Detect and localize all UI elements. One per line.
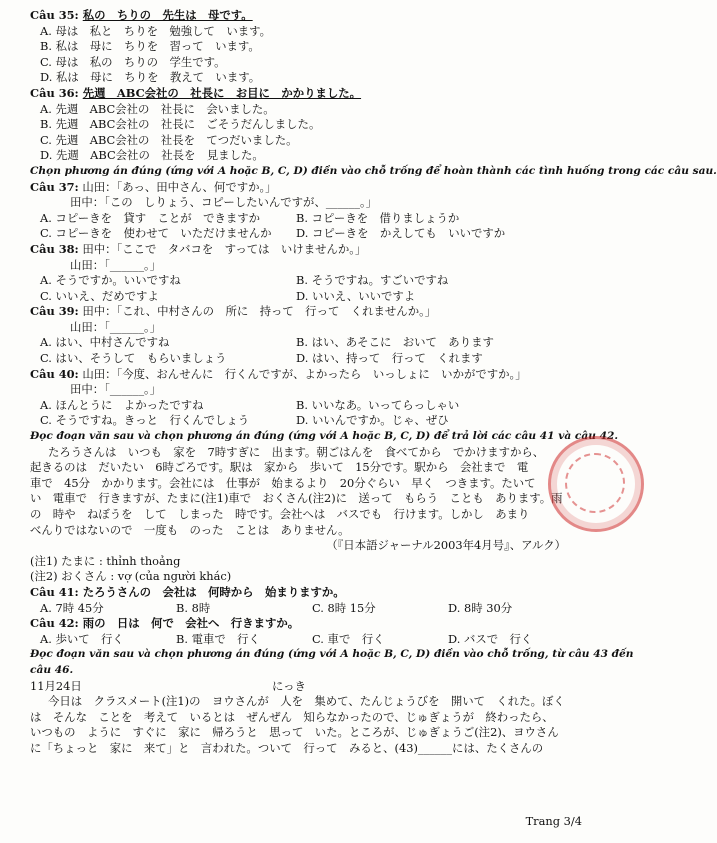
q42-option-b: B. 電車で 行く: [176, 631, 260, 646]
q39-option-b: B. はい、あそこに おいて あります: [296, 335, 494, 350]
q42-option-c: C. 車で 行く: [312, 631, 385, 646]
diary-date: 11月24日: [30, 678, 82, 693]
q36-option-a: A. 先週 ABC会社の 社長に 会いました。: [40, 101, 275, 116]
q41-option-c: C. 8時 15分: [312, 600, 376, 615]
question-42: Câu 42: 雨の 日は 何で 会社へ 行きますか。: [30, 616, 300, 631]
q42-option-a: A. 歩いて 行く: [40, 631, 124, 646]
q37-option-b: B. コピーきを 借りましょうか: [296, 210, 460, 225]
passage-1-line: べんりではないので 一度も のった ことは ありません。: [30, 522, 350, 537]
q39-option-a: A. はい、中村さんですね: [40, 335, 170, 350]
q40-option-b: B. いいなあ。いってらっしゃい: [296, 397, 460, 412]
q41-option-d: D. 8時 30分: [448, 600, 513, 615]
q42-option-d: D. バスで 行く: [448, 631, 533, 646]
passage-1-line: たろうさんは いつも 家を 7時すぎに 出ます。朝ごはんを 食べてから でかけますから、: [48, 444, 545, 459]
exam-page: [30, 8, 717, 757]
q39-line2: 山田：「______。」: [70, 319, 162, 334]
red-seal-stamp: [548, 436, 644, 532]
page-number: Trang 3/4: [525, 813, 582, 828]
q40-option-a: A. ほんとうに よかったですね: [40, 397, 204, 412]
q37-option-c: C. コピーきを 使わせて いただけませんか: [40, 226, 272, 241]
passage-1-line: 起きるのは だいたい 6時ごろです。駅は 家から 歩いて 15分です。駅から 会社まで 電: [30, 460, 529, 475]
q36-option-b: B. 先週 ABC会社の 社長に ごそうだんしました。: [40, 117, 321, 132]
q37-line2: 田中：「この しりょう、コピーしたいんですが、______。」: [70, 195, 378, 210]
instruction-reading-2: Đọc đoạn văn sau và chọn phương án đúng (ứng với A hoặc B, C, D) điền vào chỗ trống, từ câu 43 đến: [30, 648, 634, 661]
q35-option-d: D. 私は 母に ちりを 教えて います。: [40, 70, 261, 85]
q38-option-c: C. いいえ、だめですよ: [40, 288, 159, 303]
passage-source: （『日本語ジャーナル2003年4月号』、アルク）: [326, 538, 566, 553]
q39-option-c: C. はい、そうして もらいましょう: [40, 351, 227, 366]
diary-line: いつもの ように すぐに 家に 帰ろうと 思って いた。ところが、じゅぎょうご(注2)、ヨウさん: [30, 725, 559, 740]
diary-title: にっき: [272, 678, 306, 693]
q38-option-d: D. いいえ、いいですよ: [296, 288, 416, 303]
q40-line1: 山田：「今度、おんせんに 行くんですが、よかったら いっしょに いかがですか。」: [82, 366, 527, 381]
q37-option-d: D. コピーきを かえしても いいですか: [296, 226, 506, 241]
q36-option-c: C. 先週 ABC会社の 社長を てつだいました。: [40, 132, 298, 147]
passage-1-line: 車で 45分 かかります。会社には 仕事が 始まるより 20分ぐらい 早く つきます。たいて: [30, 475, 536, 490]
instruction-reading-1: Đọc đoạn văn sau và chọn phương án đúng (ứng với A hoặc B, C, D) để trả lời các câu 41 và câu 42.: [30, 430, 619, 443]
q41-option-b: B. 8時: [176, 600, 211, 615]
q37-option-a: A. コピーきを 貸す ことが できますか: [40, 210, 261, 225]
q39-label: Câu 39:: [30, 304, 79, 319]
q41-option-a: A. 7時 45分: [40, 600, 104, 615]
passage-1-line: の 時や ねぼうを して しまった 時です。会社へは バスでも 行けます。しかし あまり: [30, 507, 530, 521]
q39-option-d: D. はい、持って 行って くれます: [296, 351, 483, 366]
q39-line1: 田中：「これ、中村さんの 所に 持って 行って くれませんか。」: [82, 304, 437, 319]
q40-option-d: D. いいんですか。じゃ、ぜひ: [296, 413, 449, 428]
q35-option-b: B. 私は 母に ちりを 習って います。: [40, 39, 260, 54]
q35-option-a: A. 母は 私と ちりを 勉強して います。: [40, 23, 271, 38]
q35-option-c: C. 母は 私の ちりの 学生です。: [40, 54, 226, 69]
q38-line1: 田中：「ここで タバコを すっては いけませんか。」: [82, 241, 367, 256]
passage-1-line: い 電車で 行きますが、たまに(注1)車で おくさん(注2)に 送って もらう ことも あります。雨: [30, 491, 563, 506]
q40-line2: 田中：「______。」: [70, 382, 162, 397]
q38-option-b: B. そうですね。すごいですね: [296, 273, 449, 288]
diary-line: 今日は クラスメート(注1)の ヨウさんが 人を 集めて、たんじょうびを 開いて くれた。ぼく: [48, 694, 565, 709]
question-35: Câu 35: 私の ちりの 先生は 母です。: [30, 8, 253, 22]
diary-line: は そんな ことを 考えて いるとは ぜんぜん 知らなかったので、じゅぎょうが 終わったら、: [30, 709, 554, 724]
q38-label: Câu 38:: [30, 241, 79, 256]
question-41: Câu 41: たろうさんの 会社は 何時から 始まりますか。: [30, 584, 345, 599]
q37-line1: 山田：「あっ、田中さん、何ですか。」: [82, 179, 277, 194]
question-36: Câu 36: 先週 ABC会社の 社長に お目に かかりました。: [30, 85, 362, 100]
footnote-1: (注1) たまに : thỉnh thoảng: [30, 553, 181, 568]
q40-label: Câu 40:: [30, 366, 79, 381]
diary-line: に「ちょっと 家に 来て」と 言われた。ついて 行って みると、(43)______には、たくさんの: [30, 740, 544, 755]
instruction-reading-2-cont: câu 46.: [30, 663, 74, 676]
q38-line2: 山田：「______。」: [70, 257, 162, 272]
q37-label: Câu 37:: [30, 179, 79, 194]
q36-option-d: D. 先週 ABC会社の 社長を 見ました。: [40, 148, 264, 163]
q38-option-a: A. そうですか。いいですね: [40, 273, 181, 288]
instruction-dialogs: Chọn phương án đúng (ứng với A hoặc B, C, D) điền vào chỗ trống để hoàn thành các tình huống trong các câu sau.: [30, 164, 717, 177]
q40-option-c: C. そうですね。きっと 行くんでしょう: [40, 413, 250, 428]
footnote-2: (注2) おくさん : vợ (của người khác): [30, 569, 232, 584]
